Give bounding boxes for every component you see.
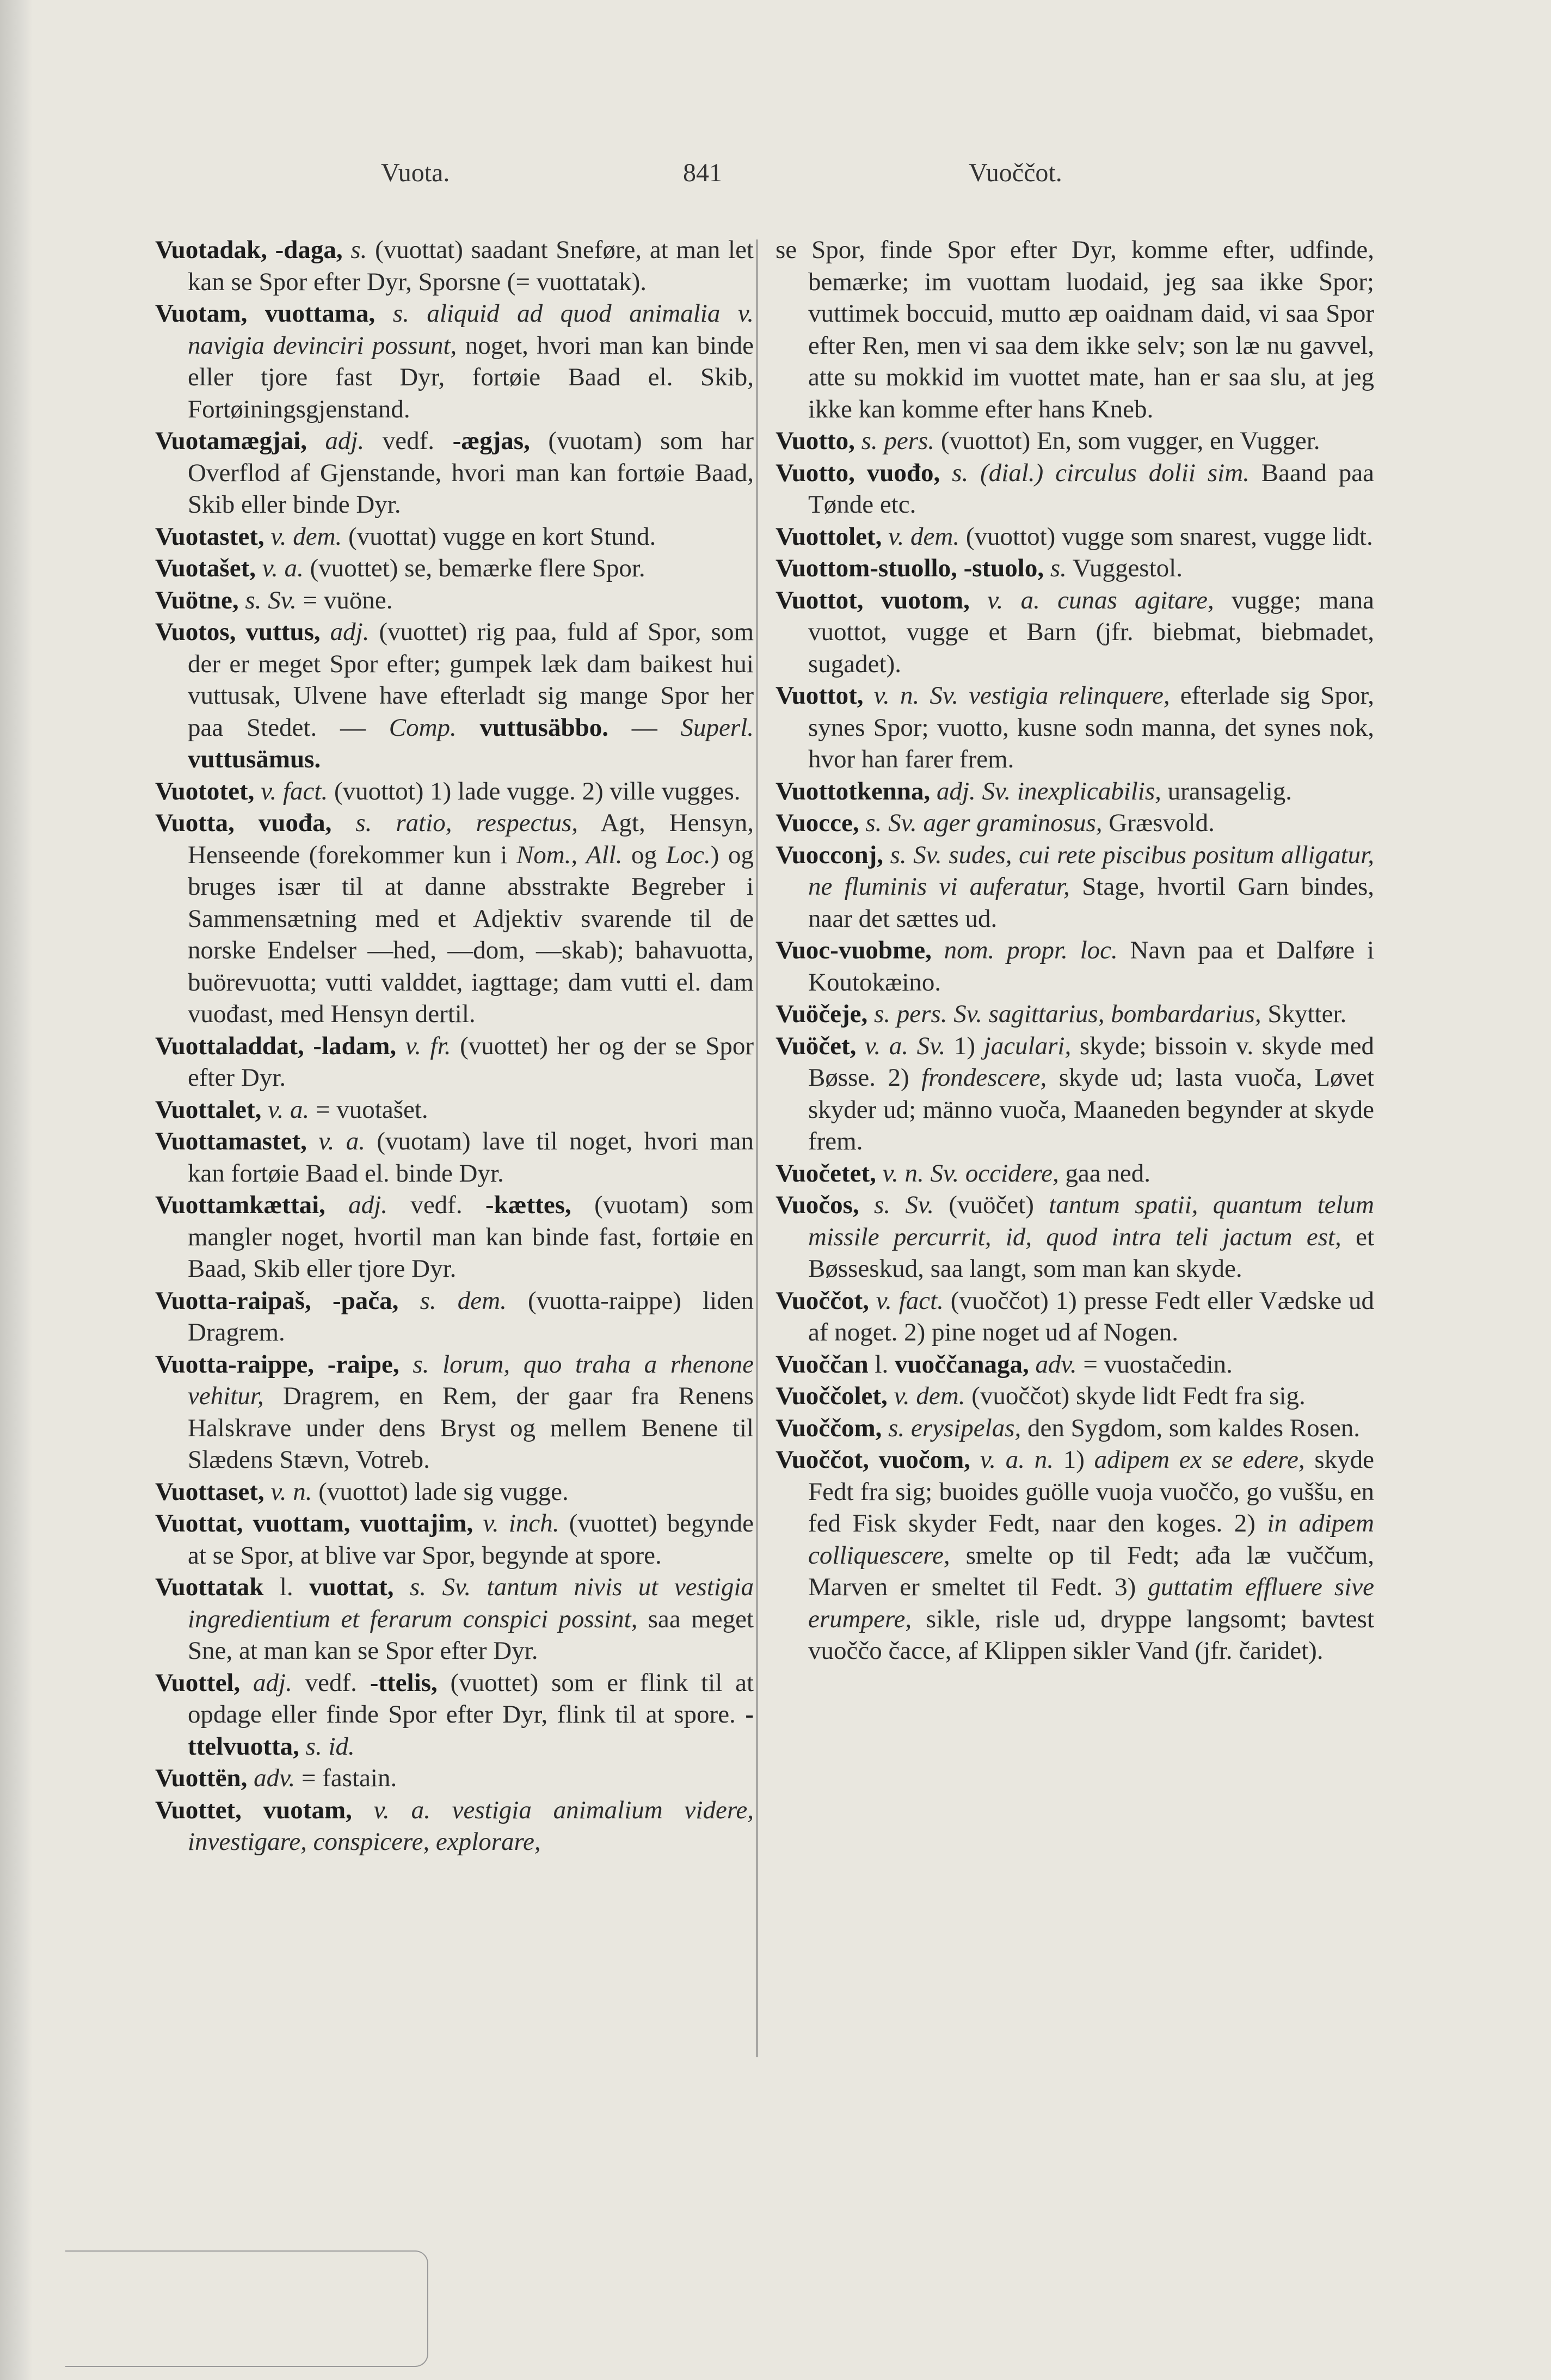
- entry-headword: Vuottet, vuotam,: [155, 1795, 352, 1824]
- header-left-guideword: Vuota.: [381, 158, 450, 187]
- dictionary-page: [33, 0, 1535, 2380]
- paper-scrap: [65, 2250, 428, 2367]
- entry-headword: Vuotamægjai,: [155, 427, 307, 455]
- entry-text: noget, hvori man kan binde eller tjore fast Dyr, fortøie Baad el. Skib, Fortøiningsgjenstand.: [188, 331, 754, 423]
- entry-text: [299, 1732, 306, 1761]
- page-number: 841: [683, 158, 722, 187]
- entry-text: = vuotašet.: [309, 1095, 428, 1124]
- dictionary-entry: [155, 585, 754, 617]
- entry-text: adj.: [253, 1668, 292, 1697]
- entry-headword: Vuottën,: [155, 1764, 248, 1792]
- entry-text: (vuotam) som har Overflod af Gjenstande, hvori man kan fortøie Baad, Skib eller binde Dyr.: [188, 427, 754, 519]
- dictionary-entry: [155, 425, 754, 521]
- dictionary-entry: [776, 1158, 1374, 1190]
- entry-text: adj.: [325, 427, 365, 455]
- dictionary-entry: [155, 552, 754, 585]
- dictionary-entry: [776, 998, 1374, 1030]
- entry-text: s. Sv. sudes, cui rete piscibus positum alligatur, ne fluminis vi auferatur,: [808, 840, 1375, 901]
- dictionary-entry: [776, 1349, 1374, 1381]
- entry-text: v. a.: [268, 1095, 310, 1124]
- entry-text: gaa ned.: [1058, 1159, 1151, 1188]
- dictionary-entry: [155, 298, 754, 425]
- entry-text: v. n. Sv. vestigia relinquere,: [873, 681, 1170, 710]
- dictionary-entry: [155, 1508, 754, 1571]
- entry-headword: Vuottot,: [776, 681, 864, 710]
- entry-text: vuttusäbbo.: [479, 713, 608, 742]
- dictionary-entry: [776, 585, 1374, 680]
- right-column: [776, 234, 1374, 1667]
- entry-text: vuttusämus.: [188, 745, 321, 773]
- entry-headword: Vuottaset,: [155, 1477, 264, 1506]
- entry-headword: Vuotto, vuođo,: [776, 458, 940, 487]
- entry-text: s. pers. Sv. sagittarius, bombardarius,: [874, 1000, 1261, 1028]
- entry-text: = vuostačedin.: [1076, 1350, 1233, 1379]
- header-right-guideword: Vuoččot.: [969, 158, 1062, 187]
- entry-headword: Vuoččan: [776, 1350, 869, 1379]
- entry-text: sikle, risle ud, dryppe langsomt; bavtest vuoččo čacce, af Klippen sikler Vand (jfr. čaridet).: [808, 1604, 1374, 1665]
- entry-text: smelte op til Fedt; ađa læ vuččum, Marven er smeltet til Fedt. 3): [808, 1541, 1374, 1601]
- entry-text: s. Sv. tantum nivis ut vestigia ingredientium et ferarum conspici possint,: [188, 1573, 754, 1633]
- entry-text: s. (dial.) circulus dolii sim.: [952, 458, 1250, 487]
- entry-headword: Vuottamkættai,: [155, 1191, 325, 1219]
- entry-text: (vuottet) som er flink til at opdage eller finde Spor efter Dyr, flink til at spore.: [188, 1668, 754, 1729]
- entry-text: —: [608, 713, 681, 742]
- entry-text: [1029, 1350, 1036, 1379]
- dictionary-entry: [776, 234, 1374, 425]
- dictionary-entry: [155, 1476, 754, 1508]
- entry-text: (vuottet) her og der se Spor efter Dyr.: [188, 1031, 754, 1092]
- entry-headword: Vuočos,: [776, 1191, 859, 1219]
- entry-text: den Sygdom, som kaldes Rosen.: [1021, 1413, 1360, 1442]
- entry-headword: Vuottom-stuollo, -stuolo,: [776, 554, 1044, 582]
- entry-text: -ægjas,: [452, 427, 530, 455]
- entry-headword: Vuotta-raipaš, -pača,: [155, 1286, 399, 1315]
- entry-headword: Vuotta, vuođa,: [155, 809, 332, 837]
- entry-text: s. Sv. ager graminosus,: [865, 809, 1103, 837]
- entry-text: efterlade sig Spor, synes Spor; vuotto, kusne sodn manna, det synes nok, hvor han farer frem.: [808, 681, 1375, 773]
- entry-text: uransagelig.: [1161, 777, 1292, 805]
- entry-headword: Vuotašet,: [155, 554, 256, 582]
- entry-text: vuoččanaga,: [894, 1350, 1029, 1379]
- dictionary-entry: [776, 521, 1374, 553]
- entry-text: (vuotta-raippe) liden Dragrem.: [188, 1286, 754, 1346]
- entry-headword: Vuottatak: [155, 1573, 264, 1601]
- entry-text: v. fact.: [261, 777, 328, 805]
- entry-text: vedf.: [387, 1191, 485, 1219]
- entry-text: v. a. vestigia animalium videre, investigare, conspicere, explorare,: [188, 1795, 754, 1856]
- entry-text: skyde Fedt fra sig; buoides guölle vuoja vuoččo, go vuššu, en fed Fisk skyder Fedt, naar den koges. 2): [808, 1446, 1374, 1538]
- entry-text: v. dem.: [894, 1382, 965, 1410]
- entry-text: s. id.: [305, 1732, 355, 1761]
- entry-text: Loc.: [666, 840, 711, 869]
- entry-text: (vuottet) rig paa, fuld af Spor, som der er meget Spor efter; gumpek læk dam baikest hui vuttusak, Ulvene have efterladt sig mange Spor her paa Stedet. —: [188, 618, 754, 742]
- entry-text: Græsvold.: [1102, 809, 1215, 837]
- entry-text: s.: [1050, 554, 1067, 582]
- entry-text: (vuottot) vugge som snarest, vugge lidt.: [959, 522, 1373, 551]
- entry-text: v. a.: [318, 1127, 365, 1155]
- entry-text: (vuoččot) skyde lidt Fedt fra sig.: [965, 1382, 1306, 1410]
- entry-headword: Vuoččom,: [776, 1413, 882, 1442]
- dictionary-entry: [155, 1571, 754, 1667]
- dictionary-entry: [776, 680, 1374, 776]
- entry-text: adv.: [1035, 1350, 1077, 1379]
- entry-text: adj.: [348, 1191, 388, 1219]
- entry-text: -kættes,: [485, 1191, 571, 1219]
- entry-headword: Vuotto,: [776, 427, 855, 455]
- entry-headword: Vuotastet,: [155, 522, 264, 551]
- entry-text: se Spor, finde Spor efter Dyr, komme efter, udfinde, bemærke; im vuottam luodaid, jeg saa ikke Spor; vuttimek boccuid, mutto æp oaidnam daid, vi saa Spor efter Ren, men vi saa dem ikke selv; son læ nu gavvel, atte su mokkid im vuottet mate, han er saa slu, at jeg ikke kan komme efter hans Kneb.: [776, 236, 1374, 423]
- entry-text: skyde ud; lasta vuoča, Løvet skyder ud; männo vuoča, Maaneden begynder at skyde frem.: [808, 1063, 1374, 1155]
- entry-text: Vuggestol.: [1066, 554, 1183, 582]
- entry-headword: Vuottat, vuottam, vuottajim,: [155, 1509, 473, 1538]
- entry-text: s. erysipelas,: [888, 1413, 1021, 1442]
- entry-text: Comp.: [389, 713, 457, 742]
- entry-text: -ttelvuotta,: [188, 1700, 754, 1761]
- entry-text: (vuottet) se, bemærke flere Spor.: [303, 554, 645, 582]
- entry-text: Stage, hvortil Garn bindes, naar det sættes ud.: [808, 872, 1374, 933]
- entry-text: Navn paa et Dalføre i Koutokæino.: [808, 936, 1375, 997]
- entry-text: vugge; mana vuottot, vugge et Barn (jfr. biebmat, biebmadet, sugadet).: [808, 586, 1374, 678]
- entry-text: (vuoččot) 1) presse Fedt eller Vædske ud af noget. 2) pine noget ud af Nogen.: [808, 1286, 1375, 1346]
- entry-text: Baand paa Tønde etc.: [808, 458, 1374, 519]
- entry-text: adipem ex se edere,: [1094, 1446, 1305, 1474]
- entry-text: adj. Sv. inexplicabilis,: [937, 777, 1161, 805]
- entry-text: v. a.: [262, 554, 304, 582]
- entry-text: s.: [350, 236, 367, 264]
- dictionary-entry: [155, 1349, 754, 1476]
- entry-text: tantum spatii, quantum telum missile percurrit, id, quod intra teli jactum est,: [808, 1191, 1374, 1251]
- entry-headword: Vuottolet,: [776, 522, 882, 551]
- entry-text: l.: [279, 1573, 310, 1601]
- entry-text: Skytter.: [1261, 1000, 1347, 1028]
- entry-text: 1): [945, 1031, 984, 1060]
- entry-text: (vuottet) begynde at se Spor, at blive var Spor, begynde at spore.: [188, 1509, 754, 1570]
- dictionary-entry: [155, 1094, 754, 1126]
- scan-edge: [0, 0, 33, 2380]
- entry-headword: Vuöčet,: [776, 1031, 857, 1060]
- entry-headword: Vuottamastet,: [155, 1127, 307, 1155]
- dictionary-entry: [155, 1030, 754, 1094]
- entry-text: og: [622, 840, 666, 869]
- entry-text: Dragrem, en Rem, der gaar fra Renens Halskrave under dens Bryst og mellem Benene til Slædens Stævn, Votreb.: [188, 1382, 754, 1474]
- entry-headword: Vuotta-raippe, -raipe,: [155, 1350, 399, 1379]
- dictionary-entry: [776, 934, 1374, 998]
- column-rule: [756, 239, 758, 2057]
- entry-headword: Vuottot, vuotom,: [776, 586, 970, 614]
- entry-text: Agt, Hensyn, Henseende (forekommer kun i: [188, 809, 754, 869]
- entry-text: v. dem.: [270, 522, 342, 551]
- entry-text: s. pers.: [861, 427, 935, 455]
- dictionary-entry: [776, 1285, 1374, 1349]
- entry-text: vedf.: [364, 427, 453, 455]
- dictionary-entry: [155, 234, 754, 298]
- dictionary-entry: [776, 1189, 1374, 1285]
- dictionary-entry: [155, 521, 754, 553]
- entry-text: s. lorum, quo traha a rhenone vehitur,: [188, 1350, 754, 1410]
- entry-text: = vuöne.: [296, 586, 393, 614]
- dictionary-entry: [155, 1126, 754, 1189]
- entry-text: s. ratio, respectus,: [355, 809, 578, 837]
- entry-text: l.: [875, 1350, 895, 1379]
- entry-text: (vuottot) lade sig vugge.: [312, 1477, 569, 1506]
- dictionary-entry: [155, 1762, 754, 1794]
- dictionary-entry: [776, 1412, 1374, 1444]
- left-column: [155, 234, 754, 1858]
- entry-text: (vuotam) lave til noget, hvori man kan fortøie Baad el. binde Dyr.: [188, 1127, 754, 1188]
- entry-text: v. a. cunas agitare,: [987, 586, 1214, 614]
- entry-text: = fastain.: [295, 1764, 397, 1792]
- dictionary-entry: [155, 807, 754, 1030]
- dictionary-entry: [776, 1380, 1374, 1412]
- dictionary-entry: [776, 457, 1374, 521]
- entry-text: (vuotam) som mangler noget, hvortil man kan binde fast, fortøie en Baad, Skib eller tjore Dyr.: [188, 1191, 754, 1283]
- entry-text: (vuöčet): [934, 1191, 1049, 1219]
- entry-headword: Vuoččolet,: [776, 1382, 888, 1410]
- entry-headword: Vuocce,: [776, 809, 859, 837]
- entry-text: Nom., All.: [516, 840, 623, 869]
- entry-text: Superl.: [680, 713, 754, 742]
- entry-text: -ttelis,: [370, 1668, 438, 1697]
- entry-headword: Vuotadak, -daga,: [155, 236, 343, 264]
- dictionary-entry: [776, 1030, 1374, 1158]
- entry-headword: Vuöčeje,: [776, 1000, 868, 1028]
- entry-text: skyde; bissoin v. skyde med Bøsse. 2): [808, 1031, 1374, 1092]
- entry-text: (vuottot) 1) lade vugge. 2) ville vugges.: [328, 777, 741, 805]
- entry-headword: Vuototet,: [155, 777, 255, 805]
- entry-text: (vuottat) saadant Sneføre, at man let kan se Spor efter Dyr, Sporsne (= vuottatak).: [188, 236, 754, 296]
- entry-headword: Vuocconj,: [776, 840, 884, 869]
- dictionary-entry: [776, 425, 1374, 457]
- entry-headword: Vuoččot,: [776, 1286, 869, 1315]
- entry-text: in adipem colliquescere,: [808, 1509, 1374, 1570]
- entry-text: v. inch.: [483, 1509, 559, 1538]
- entry-text: (vuottat) vugge en kort Stund.: [342, 522, 656, 551]
- entry-headword: Vuötne,: [155, 586, 239, 614]
- dictionary-entry: [155, 616, 754, 776]
- entry-headword: Vuottalet,: [155, 1095, 262, 1124]
- dictionary-entry: [776, 807, 1374, 839]
- entry-text: ) og bruges især til at danne absstrakte Begreber i Sammensætning med et Adjektiv svarende til de norske Endelser —hed, —dom, —skab); bahavuotta, buörevuotta; vutti valddet, iagttage; dam vutti el. dam vuođast, med Hensyn dertil.: [188, 840, 754, 1028]
- dictionary-entry: [155, 776, 754, 808]
- entry-text: v. a. n.: [980, 1446, 1054, 1474]
- entry-headword: Vuočetet,: [776, 1159, 876, 1188]
- entry-headword: Vuottel,: [155, 1668, 241, 1697]
- running-header: [33, 158, 1535, 201]
- entry-text: v. dem.: [888, 522, 960, 551]
- entry-text: s. Sv.: [245, 586, 297, 614]
- entry-text: s. dem.: [420, 1286, 507, 1315]
- entry-text: v. n. Sv. occidere,: [882, 1159, 1059, 1188]
- entry-text: et Bøsseskud, saa langt, som man kan skyde.: [808, 1222, 1375, 1283]
- entry-text: nom. propr. loc.: [944, 936, 1118, 964]
- dictionary-entry: [155, 1794, 754, 1858]
- dictionary-entry: [776, 839, 1374, 935]
- entry-text: frondescere,: [921, 1063, 1047, 1092]
- dictionary-entry: [776, 776, 1374, 808]
- entry-text: saa meget Sne, at man kan se Spor efter Dyr.: [188, 1604, 754, 1665]
- dictionary-entry: [776, 1444, 1374, 1667]
- entry-headword: Vuottotkenna,: [776, 777, 931, 805]
- entry-headword: Vuotos, vuttus,: [155, 618, 321, 646]
- entry-text: v. fact.: [876, 1286, 944, 1315]
- entry-text: [393, 1573, 409, 1601]
- entry-text: vedf.: [292, 1668, 370, 1697]
- entry-text: v. a. Sv.: [865, 1031, 946, 1060]
- entry-headword: Vuoc-vuobme,: [776, 936, 932, 964]
- entry-text: [457, 714, 480, 742]
- entry-text: v. n.: [270, 1477, 312, 1506]
- entry-text: (vuottot) En, som vugger, en Vugger.: [934, 427, 1320, 455]
- entry-text: 1): [1053, 1446, 1094, 1474]
- entry-text: adv.: [254, 1764, 296, 1792]
- entry-text: jaculari,: [983, 1031, 1072, 1060]
- entry-text: adj.: [330, 618, 370, 646]
- entry-text: guttatim effluere sive erumpere,: [808, 1573, 1374, 1633]
- dictionary-entry: [155, 1285, 754, 1349]
- entry-text: v. fr.: [405, 1031, 451, 1060]
- entry-text: s. Sv.: [874, 1191, 934, 1219]
- entry-headword: Vuottaladdat, -ladam,: [155, 1031, 397, 1060]
- entry-headword: Vuoččot, vuočom,: [776, 1446, 971, 1474]
- dictionary-entry: [155, 1189, 754, 1285]
- entry-text: s. aliquid ad quod animalia v. navigia devinciri possunt,: [188, 299, 754, 360]
- dictionary-entry: [776, 552, 1374, 585]
- entry-headword: Vuotam, vuottama,: [155, 299, 376, 328]
- entry-text: vuottat,: [309, 1573, 394, 1601]
- dictionary-entry: [155, 1667, 754, 1763]
